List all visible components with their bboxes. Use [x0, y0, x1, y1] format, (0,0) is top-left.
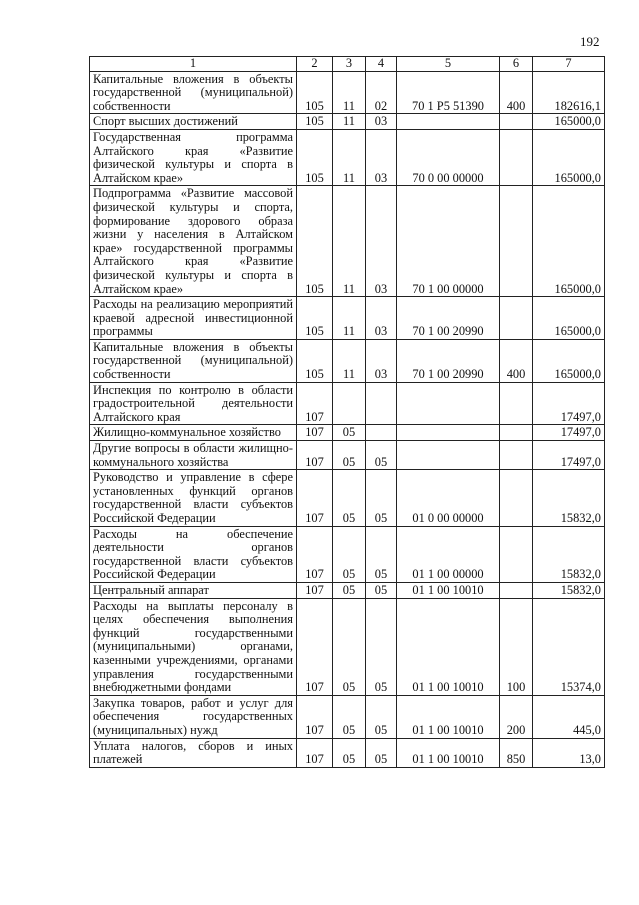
table-row: [90, 582, 605, 598]
row-name-cell: Расходы на выплаты персоналу в целях обеспечения выполнения функций государственными (муниципальными) органами, казенными учреждениями, органами управления государственными внебюджетными фондами: [90, 598, 297, 695]
row-subsection-code-cell: 05: [366, 441, 397, 470]
row-subsection-code-cell: 03: [366, 129, 397, 185]
row-ministry-code-cell: 107: [297, 598, 333, 695]
row-target-article-cell: 01 1 00 10010: [397, 738, 500, 767]
row-subsection-code-cell: [366, 425, 397, 441]
row-section-code-cell: 11: [333, 339, 366, 382]
row-name-cell: Расходы на обеспечение деятельности органов государственной власти субъектов Российской Федерации: [90, 526, 297, 582]
row-subsection-code-cell: 05: [366, 526, 397, 582]
row-section-code-cell: 11: [333, 114, 366, 130]
row-amount-cell: 165000,0: [533, 129, 605, 185]
row-ministry-code-cell: 105: [297, 186, 333, 297]
row-subsection-code-cell: 05: [366, 695, 397, 738]
table-row: [90, 114, 605, 130]
row-section-code-cell: 11: [333, 186, 366, 297]
row-amount-cell: 15374,0: [533, 598, 605, 695]
row-name-cell: Другие вопросы в области жилищно-коммунального хозяйства: [90, 441, 297, 470]
row-ministry-code-cell: 105: [297, 114, 333, 130]
row-section-code-cell: 05: [333, 582, 366, 598]
row-section-code-cell: [333, 382, 366, 425]
row-amount-cell: 165000,0: [533, 339, 605, 382]
row-section-code-cell: 11: [333, 71, 366, 114]
header-cell: 4: [366, 57, 397, 72]
row-amount-cell: 165000,0: [533, 114, 605, 130]
row-ministry-code-cell: 105: [297, 71, 333, 114]
row-target-article-cell: 70 0 00 00000: [397, 129, 500, 185]
row-ministry-code-cell: 107: [297, 582, 333, 598]
row-target-article-cell: 70 1 00 20990: [397, 297, 500, 340]
row-section-code-cell: 05: [333, 695, 366, 738]
row-expense-type-cell: [500, 114, 533, 130]
row-target-article-cell: [397, 114, 500, 130]
row-expense-type-cell: [500, 441, 533, 470]
row-expense-type-cell: 200: [500, 695, 533, 738]
row-expense-type-cell: 850: [500, 738, 533, 767]
row-amount-cell: 15832,0: [533, 470, 605, 526]
header-cell: 1: [90, 57, 297, 72]
table-row: [90, 598, 605, 695]
row-section-code-cell: 11: [333, 297, 366, 340]
table-row: [90, 695, 605, 738]
row-name-cell: Расходы на реализацию мероприятий краевой адресной инвестиционной программы: [90, 297, 297, 340]
row-expense-type-cell: [500, 129, 533, 185]
row-expense-type-cell: 100: [500, 598, 533, 695]
row-target-article-cell: 70 1 P5 51390: [397, 71, 500, 114]
row-target-article-cell: [397, 382, 500, 425]
row-amount-cell: 15832,0: [533, 526, 605, 582]
row-section-code-cell: 05: [333, 425, 366, 441]
row-expense-type-cell: [500, 470, 533, 526]
row-target-article-cell: 01 0 00 00000: [397, 470, 500, 526]
row-expense-type-cell: [500, 582, 533, 598]
row-name-cell: Государственная программа Алтайского края «Развитие физической культуры и спорта в Алтайском крае»: [90, 129, 297, 185]
row-amount-cell: 165000,0: [533, 297, 605, 340]
header-cell: 5: [397, 57, 500, 72]
row-name-cell: Жилищно-коммунальное хозяйство: [90, 425, 297, 441]
row-expense-type-cell: [500, 526, 533, 582]
row-ministry-code-cell: 105: [297, 129, 333, 185]
row-name-cell: Руководство и управление в сфере установленных функций органов государственной власти субъектов Российской Федерации: [90, 470, 297, 526]
row-expense-type-cell: 400: [500, 339, 533, 382]
header-cell: 7: [533, 57, 605, 72]
row-section-code-cell: 05: [333, 598, 366, 695]
row-ministry-code-cell: 105: [297, 297, 333, 340]
row-subsection-code-cell: 03: [366, 297, 397, 340]
row-target-article-cell: [397, 425, 500, 441]
row-subsection-code-cell: 03: [366, 186, 397, 297]
row-section-code-cell: 05: [333, 526, 366, 582]
header-cell: 6: [500, 57, 533, 72]
row-ministry-code-cell: 107: [297, 526, 333, 582]
row-name-cell: Капитальные вложения в объекты государственной (муниципальной) собственности: [90, 71, 297, 114]
table-row: [90, 339, 605, 382]
row-amount-cell: 15832,0: [533, 582, 605, 598]
table-body: [90, 57, 605, 768]
row-section-code-cell: 11: [333, 129, 366, 185]
row-target-article-cell: 70 1 00 20990: [397, 339, 500, 382]
table-row: [90, 129, 605, 185]
row-amount-cell: 165000,0: [533, 186, 605, 297]
row-name-cell: Инспекция по контролю в области градостроительной деятельности Алтайского края: [90, 382, 297, 425]
row-target-article-cell: 70 1 00 00000: [397, 186, 500, 297]
row-expense-type-cell: [500, 297, 533, 340]
row-section-code-cell: 05: [333, 441, 366, 470]
page-number: 192: [580, 34, 600, 49]
row-amount-cell: 17497,0: [533, 425, 605, 441]
row-target-article-cell: 01 1 00 10010: [397, 695, 500, 738]
row-name-cell: Подпрограмма «Развитие массовой физической культуры и спорта, формирование здорового образа жизни у населения в Алтайском крае» государственной программы Алтайского края «Развитие физической культуры и спорта в Алтайском крае»: [90, 186, 297, 297]
table-row: [90, 738, 605, 767]
row-target-article-cell: 01 1 00 00000: [397, 526, 500, 582]
header-cell: 2: [297, 57, 333, 72]
table-row: [90, 382, 605, 425]
row-expense-type-cell: [500, 186, 533, 297]
row-subsection-code-cell: 05: [366, 470, 397, 526]
row-subsection-code-cell: [366, 382, 397, 425]
row-ministry-code-cell: 107: [297, 695, 333, 738]
table-row: [90, 470, 605, 526]
row-expense-type-cell: 400: [500, 71, 533, 114]
row-subsection-code-cell: 03: [366, 339, 397, 382]
table-row: [90, 297, 605, 340]
table-row: [90, 425, 605, 441]
row-target-article-cell: 01 1 00 10010: [397, 582, 500, 598]
table-row: [90, 71, 605, 114]
header-cell: 3: [333, 57, 366, 72]
row-expense-type-cell: [500, 382, 533, 425]
table-row: [90, 441, 605, 470]
row-target-article-cell: 01 1 00 10010: [397, 598, 500, 695]
table-header-row: [90, 57, 605, 72]
row-amount-cell: 17497,0: [533, 441, 605, 470]
row-subsection-code-cell: 02: [366, 71, 397, 114]
row-section-code-cell: 05: [333, 738, 366, 767]
row-ministry-code-cell: 107: [297, 382, 333, 425]
row-amount-cell: 445,0: [533, 695, 605, 738]
row-amount-cell: 17497,0: [533, 382, 605, 425]
row-name-cell: Центральный аппарат: [90, 582, 297, 598]
row-ministry-code-cell: 107: [297, 441, 333, 470]
row-section-code-cell: 05: [333, 470, 366, 526]
row-name-cell: Закупка товаров, работ и услуг для обеспечения государственных (муниципальных) нужд: [90, 695, 297, 738]
row-ministry-code-cell: 107: [297, 425, 333, 441]
row-subsection-code-cell: 05: [366, 582, 397, 598]
row-target-article-cell: [397, 441, 500, 470]
row-expense-type-cell: [500, 425, 533, 441]
row-ministry-code-cell: 107: [297, 738, 333, 767]
row-name-cell: Капитальные вложения в объекты государственной (муниципальной) собственности: [90, 339, 297, 382]
row-ministry-code-cell: 105: [297, 339, 333, 382]
row-subsection-code-cell: 05: [366, 598, 397, 695]
table-row: [90, 526, 605, 582]
budget-table: [89, 56, 605, 768]
row-amount-cell: 13,0: [533, 738, 605, 767]
table-row: [90, 186, 605, 297]
row-subsection-code-cell: 05: [366, 738, 397, 767]
row-subsection-code-cell: 03: [366, 114, 397, 130]
row-ministry-code-cell: 107: [297, 470, 333, 526]
row-name-cell: Спорт высших достижений: [90, 114, 297, 130]
row-name-cell: Уплата налогов, сборов и иных платежей: [90, 738, 297, 767]
row-amount-cell: 182616,1: [533, 71, 605, 114]
